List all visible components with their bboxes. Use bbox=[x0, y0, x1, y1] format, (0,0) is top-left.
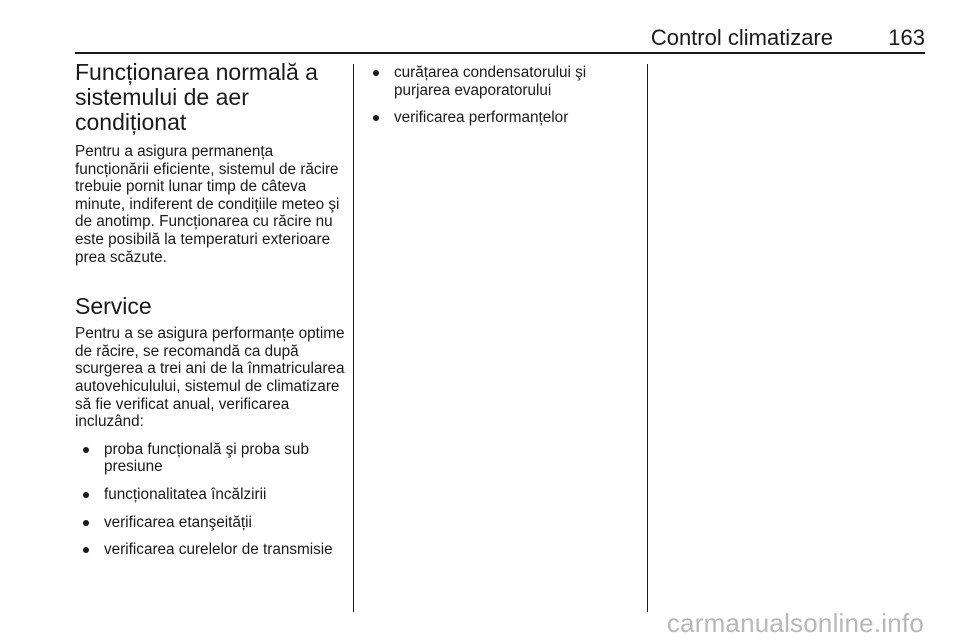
page-number: 163 bbox=[888, 25, 925, 50]
watermark: carmanualsonline.info bbox=[666, 608, 924, 638]
column-2 bbox=[365, 64, 637, 137]
list-item-text: verificarea etanşeității bbox=[104, 513, 252, 531]
bullet-icon bbox=[373, 115, 379, 121]
service-checklist-continued bbox=[365, 64, 637, 127]
list-item bbox=[75, 514, 347, 532]
heading-line: sistemului de aer bbox=[75, 84, 249, 110]
service-checklist bbox=[75, 441, 347, 559]
list-item-text: curățarea condensatorului şi purjarea evaporatorului bbox=[394, 64, 587, 99]
bullet-icon bbox=[83, 520, 89, 526]
list-item-text: verificarea curelelor de transmisie bbox=[104, 541, 333, 559]
bullet-icon bbox=[83, 547, 89, 553]
bullet-icon bbox=[373, 70, 379, 76]
list-item bbox=[75, 541, 347, 559]
heading-line: Funcționarea normală a bbox=[75, 59, 318, 85]
header-rule bbox=[75, 52, 925, 54]
list-item-text: verificarea performanțelor bbox=[394, 109, 569, 127]
normal-operation-paragraph: Pentru a asigura permanența funcționării eficiente, sistemul de răcire trebuie pornit lunar timp de câteva minute, indiferent de condițiile meteo şi de anotimp. Funcționarea cu răcire nu este posibilă la temperaturi exterioare prea scăzute. bbox=[75, 143, 340, 266]
list-item bbox=[365, 64, 637, 99]
bullet-icon bbox=[83, 492, 89, 498]
list-item bbox=[75, 441, 347, 476]
service-paragraph: Pentru a se asigura performanțe optime de răcire, se recomandă ca după scurgerea a trei ani de la înmatricularea autovehiculului, sistemul de climatizare să fie verificat anual, verificarea incluzând: bbox=[75, 325, 345, 431]
column-divider-left bbox=[353, 64, 354, 612]
column-divider-right bbox=[647, 64, 648, 612]
column-1 bbox=[75, 60, 347, 569]
heading-line: condiționat bbox=[75, 109, 187, 135]
list-item bbox=[75, 486, 347, 504]
bullet-icon bbox=[83, 447, 89, 453]
list-item-text: funcționalitatea încălzirii bbox=[104, 485, 267, 503]
list-item-text: proba funcțională şi proba sub presiune bbox=[104, 440, 309, 476]
header-title: Control climatizare bbox=[650, 25, 833, 50]
section-heading-normal-operation bbox=[75, 60, 347, 135]
page-header bbox=[75, 26, 925, 50]
list-item bbox=[365, 109, 637, 127]
section-heading-service: Service bbox=[75, 293, 152, 320]
